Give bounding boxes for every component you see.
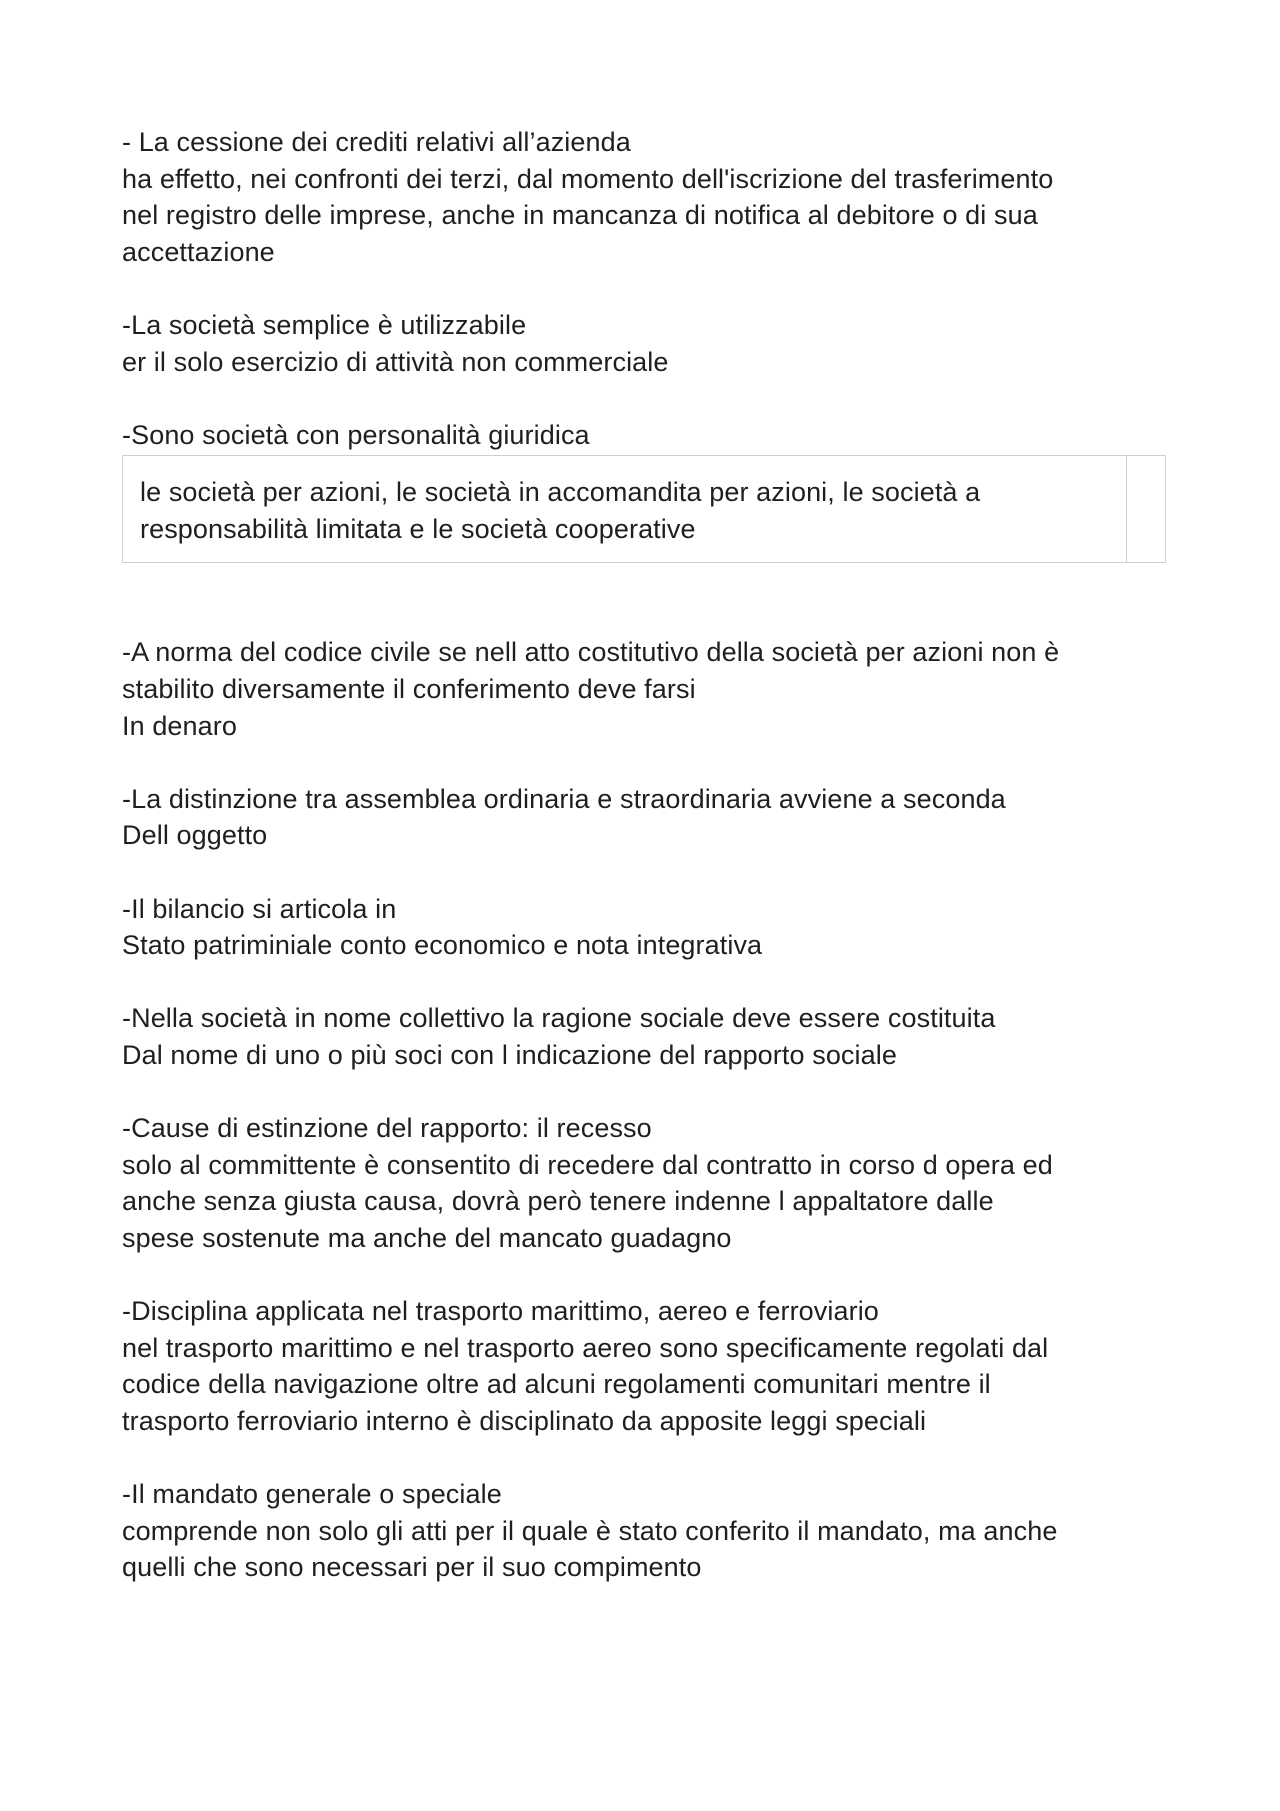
answer-3-text [140,474,980,547]
spacer [122,854,1168,891]
answer-8-line-1: solo al committente è consentito di recedere dal contratto in corso d opera ed [122,1149,1053,1180]
answer-9-line-3: trasporto ferroviario interno è disciplinato da apposite leggi speciali [122,1405,927,1436]
question-9-title: -Disciplina applicata nel trasporto marittimo, aereo e ferroviario [122,1296,879,1327]
spacer [122,563,1168,634]
question-5-title: -La distinzione tra assemblea ordinaria e straordinaria avviene a seconda [122,783,1006,814]
question-1-title: - La cessione dei crediti relativi all’azienda [122,127,631,157]
question-6-title: -Il bilancio si articola in [122,893,397,924]
question-4-title: -A norma del codice civile se nell atto costitutivo della società per azioni non è [122,637,1060,668]
answer-5-line-1: Dell oggetto [122,820,268,851]
question-4-title-cont: stabilito diversamente il conferimento deve farsi [122,673,696,704]
spacer [122,1439,1168,1476]
spacer [122,744,1168,781]
answer-9-line-2: codice della navigazione oltre ad alcuni regolamenti comunitari mentre il [122,1369,991,1400]
question-3-title: -Sono società con personalità giuridica [122,419,590,450]
spacer [122,1073,1168,1110]
answer-9-line-1: nel trasporto marittimo e nel trasporto aereo sono specificamente regolati dal [122,1332,1049,1363]
question-10-title: -Il mandato generale o speciale [122,1479,502,1509]
spacer [122,380,1168,417]
answer-8-line-2: anche senza giusta causa, dovrà però tenere indenne l appaltatore dalle [122,1186,994,1217]
answer-4-line-1: In denaro [122,710,237,741]
answer-10-line-1: comprende non solo gli atti per il quale è stato conferito il mandato, ma anche [122,1515,1058,1546]
answer-3-line-2: responsabilità limitata e le società cooperative [140,513,696,544]
answer-3-table-cell [122,455,1166,563]
answer-6-line-1: Stato patriminiale conto economico e nota integrativa [122,930,763,961]
spacer [122,1256,1168,1293]
document-page [122,124,1168,1586]
answer-1-line-1: ha effetto, nei confronti dei terzi, dal momento dell'iscrizione del trasferimento [122,163,1054,194]
answer-10-line-2: quelli che sono necessari per il suo compimento [122,1552,702,1583]
spacer [122,270,1168,307]
answer-3-line-1: le società per azioni, le società in accomandita per azioni, le società a [140,477,981,508]
table-divider [1126,456,1127,562]
answer-1-line-3: accettazione [122,236,275,267]
answer-1-line-2: nel registro delle imprese, anche in mancanza di notifica al debitore o di sua [122,200,1038,231]
answer-2-line-1: er il solo esercizio di attività non commerciale [122,346,669,377]
question-8-title: -Cause di estinzione del rapporto: il recesso [122,1113,652,1144]
question-2-title: -La società semplice è utilizzabile [122,309,527,340]
answer-8-line-3: spese sostenute ma anche del mancato guadagno [122,1222,732,1253]
spacer [122,964,1168,1001]
question-7-title: -Nella società in nome collettivo la ragione sociale deve essere costituita [122,1003,996,1034]
answer-7-line-1: Dal nome di uno o più soci con l indicazione del rapporto sociale [122,1039,897,1070]
